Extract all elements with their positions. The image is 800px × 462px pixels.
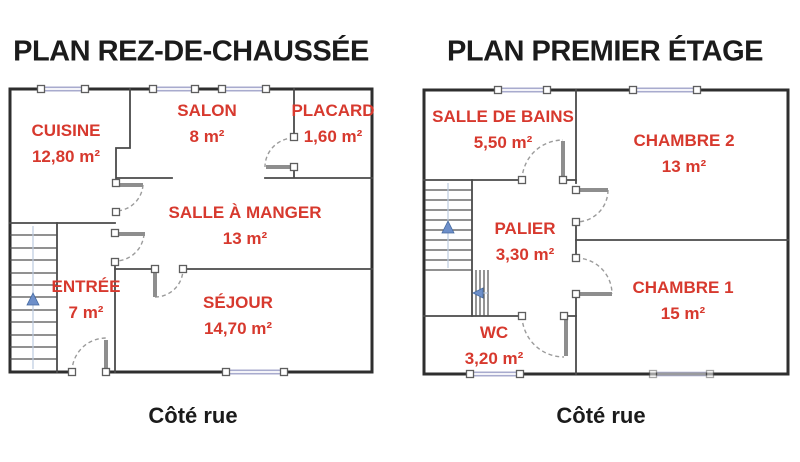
room-area: 8 m² — [189, 127, 225, 146]
window-icon — [630, 86, 701, 94]
door-icon — [519, 313, 568, 358]
room-area: 12,80 m² — [31, 147, 101, 166]
window-icon — [650, 370, 714, 378]
room-name: CUISINE — [31, 121, 101, 140]
room-label-chambre-2 — [633, 128, 734, 180]
room-area: 15 m² — [660, 304, 706, 323]
first-floor-title: PLAN PREMIER ÉTAGE — [447, 35, 763, 68]
room-name: CHAMBRE 2 — [633, 131, 735, 150]
window-icon — [219, 85, 270, 93]
window-icon — [150, 85, 199, 93]
room-label-entree — [52, 274, 121, 326]
door-icon — [113, 180, 144, 216]
room-name: ENTRÉE — [51, 277, 121, 296]
front-door-icon — [69, 338, 110, 376]
room-name: SALLE À MANGER — [168, 203, 322, 222]
stairs-turn-arrow-icon — [473, 288, 483, 298]
room-label-palier — [494, 216, 555, 268]
room-name: CHAMBRE 1 — [632, 278, 734, 297]
room-area: 3,20 m² — [464, 349, 524, 368]
room-name: SALON — [177, 101, 237, 120]
room-name: PLACARD — [291, 101, 375, 120]
street-side-caption-ground: Côté rue — [148, 403, 238, 428]
staircase — [10, 223, 57, 372]
street-side-caption-first: Côté rue — [556, 403, 646, 428]
room-label-chambre-1 — [632, 275, 733, 327]
room-label-salon — [177, 98, 237, 150]
staircase — [425, 180, 488, 316]
room-area: 5,50 m² — [473, 133, 533, 152]
window-icon — [38, 85, 89, 93]
room-label-salle-a-manger — [169, 200, 322, 252]
room-name: SÉJOUR — [203, 293, 273, 312]
room-area: 3,30 m² — [495, 245, 555, 264]
stairs-up-arrow-icon — [27, 293, 39, 305]
ground-floor-title: PLAN REZ-DE-CHAUSSÉE — [13, 35, 369, 68]
room-label-cuisine — [32, 118, 101, 170]
room-name: WC — [479, 323, 509, 342]
room-label-placard — [291, 98, 374, 150]
room-area: 1,60 m² — [303, 127, 363, 146]
room-area: 13 m² — [222, 229, 268, 248]
window-icon — [495, 86, 551, 94]
room-name: SALLE DE BAINS — [432, 107, 574, 126]
room-name: PALIER — [494, 219, 556, 238]
stairs-up-arrow-icon — [442, 221, 454, 233]
room-area: 13 m² — [661, 157, 707, 176]
room-area: 7 m² — [68, 303, 104, 322]
door-icon — [112, 230, 146, 266]
door-icon — [573, 187, 609, 226]
room-label-wc — [465, 320, 524, 372]
window-icon — [223, 368, 288, 376]
room-label-salle-de-bains — [432, 104, 574, 156]
door-icon — [573, 255, 613, 298]
room-label-sejour — [203, 290, 273, 342]
room-area: 14,70 m² — [203, 319, 273, 338]
door-icon — [152, 266, 187, 298]
